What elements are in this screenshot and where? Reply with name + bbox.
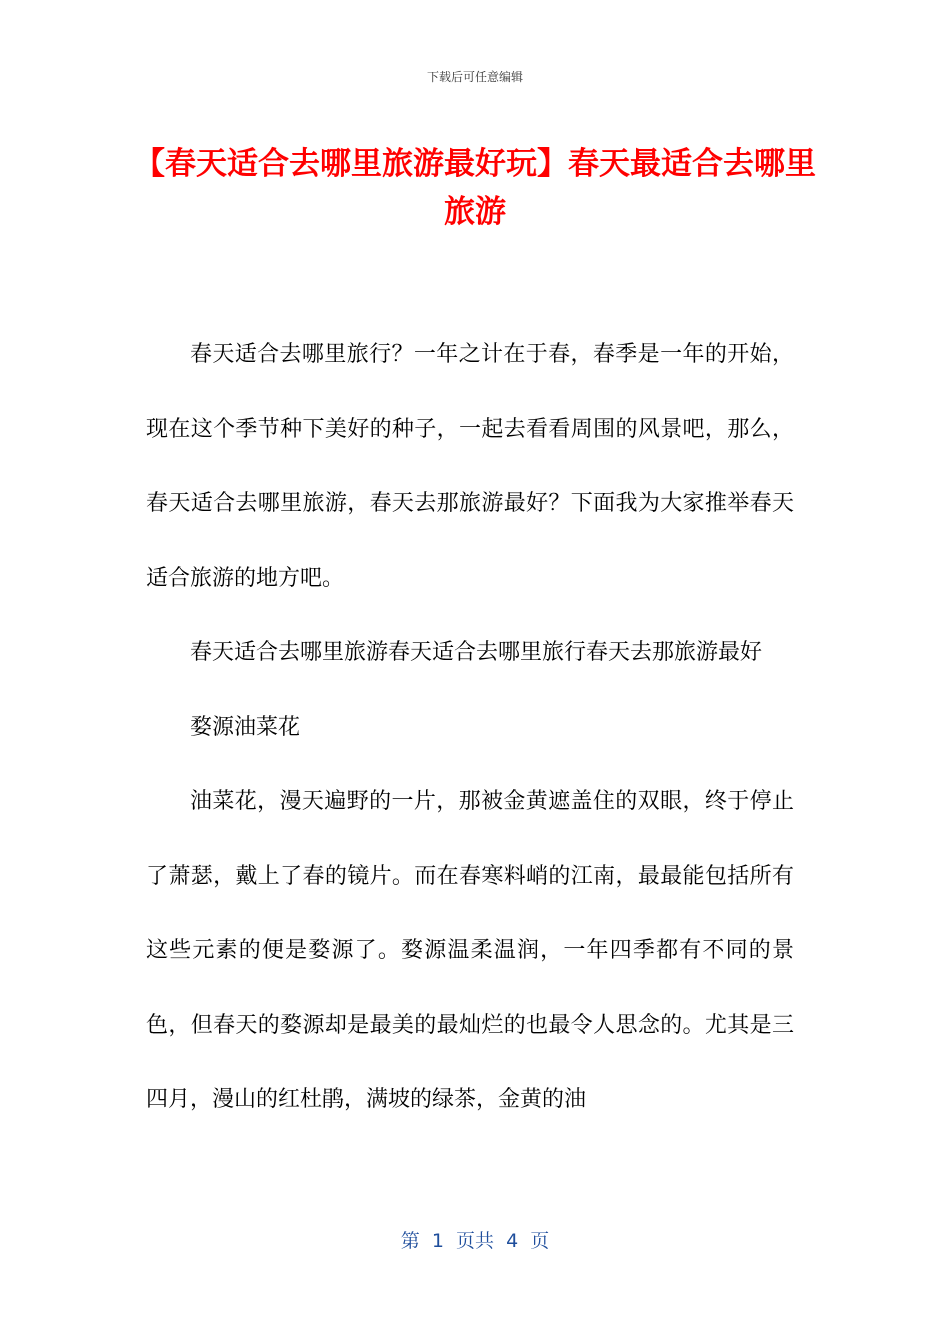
page-number-footer: 第 1 页共 4 页 (400, 1230, 550, 1252)
paragraph-heading-wuyuan: 婺源油菜花 (190, 714, 301, 740)
header-note: 下载后可任意编辑 (426, 70, 523, 84)
paragraph-intro: 春天适合去哪里旅行？一年之计在于春，春季是一年的开始，现在这个季节种下美好的种子，一起去看看周围的风景吧，那么，春天适合去哪里旅游，春天去那旅游最好？下面我为大家推举春天适合旅游的地方吧。 (146, 342, 794, 591)
document-body (146, 318, 794, 1138)
paragraph-wuyuan-description: 油菜花，漫天遍野的一片，那被金黄遮盖住的双眼，终于停止了萧瑟，戴上了春的镜片。而在春寒料峭的江南，最最能包括所有这些元素的便是婺源了。婺源温柔温润，一年四季都有不同的景色，但春天的婺源却是最美的最灿烂的也最令人思念的。尤其是三四月，漫山的红杜鹃，满坡的绿茶，金黄的油 (146, 789, 794, 1112)
paragraph-topic: 春天适合去哪里旅游春天适合去哪里旅行春天去那旅游最好 (190, 640, 763, 665)
document-title: 【春天适合去哪里旅游最好玩】春天最适合去哪里旅游 (134, 146, 816, 230)
